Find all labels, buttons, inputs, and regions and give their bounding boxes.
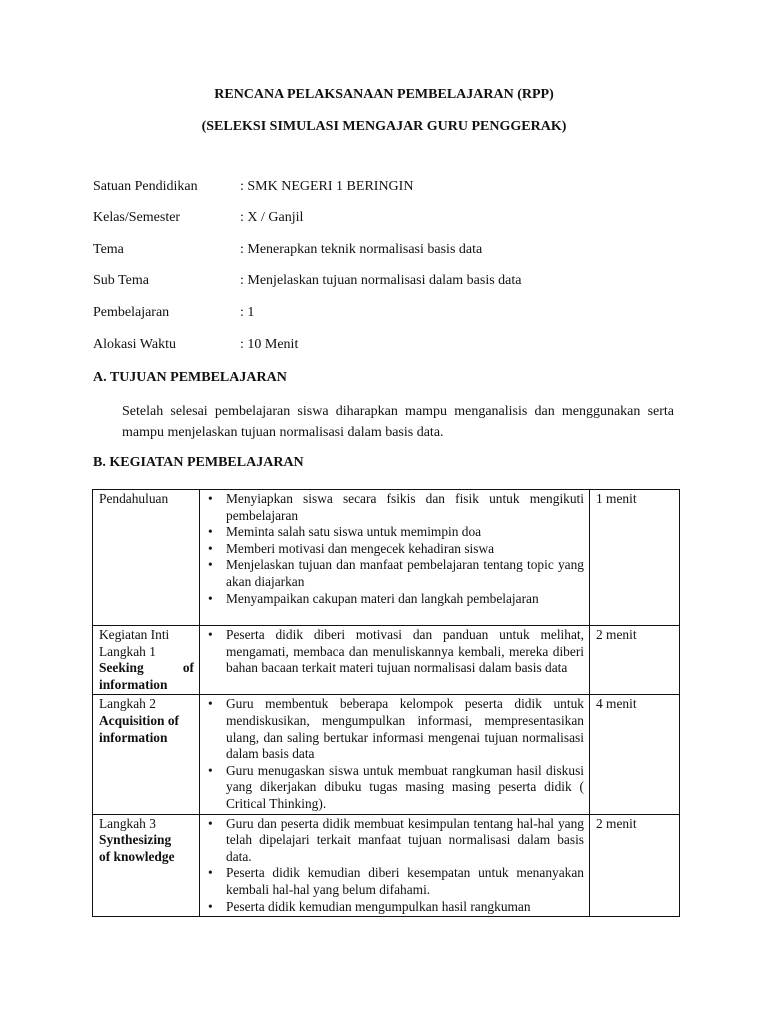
info-value: : Menerapkan teknik normalisasi basis data xyxy=(240,242,483,257)
list-item: • Meminta salah satu siswa untuk memimpin doa xyxy=(208,524,482,540)
section-heading-kegiatan: B. KEGIATAN PEMBELAJARAN xyxy=(93,455,304,470)
activities-cell xyxy=(200,814,590,917)
time-cell: 4 menit xyxy=(590,695,680,814)
list-item: • Menyampaikan cakupan materi dan langkah pembelajaran xyxy=(208,590,539,606)
step-label: Langkah 2 xyxy=(99,696,156,712)
activities-cell xyxy=(200,626,590,695)
table-row xyxy=(93,490,680,626)
info-row-kelas-semester xyxy=(93,210,693,228)
info-label: Tema xyxy=(93,242,124,257)
bullet-icon: • xyxy=(208,696,213,712)
list-item: • Guru dan peserta didik membuat kesimpulan tentang hal-hal yang telah dipelajari terkait manfaat tujuan normalisasi dalam basis data. xyxy=(208,815,584,864)
step-label: Langkah 3 xyxy=(99,815,156,831)
step-name: information xyxy=(99,676,168,692)
step-name: information xyxy=(99,729,168,745)
time-cell: 1 menit xyxy=(590,490,680,626)
table-row xyxy=(93,695,680,814)
step-cell xyxy=(93,814,200,917)
table-row xyxy=(93,626,680,695)
step-cell xyxy=(93,490,200,626)
section-heading-tujuan: A. TUJUAN PEMBELAJARAN xyxy=(93,370,287,385)
bullet-icon: • xyxy=(208,491,213,506)
time-cell: 2 menit xyxy=(590,626,680,695)
table-row xyxy=(93,814,680,917)
step-label: Pendahuluan xyxy=(99,491,169,506)
document-subtitle: (SELEKSI SIMULASI MENGAJAR GURU PENGGERAK) xyxy=(201,119,567,134)
bullet-icon: • xyxy=(208,540,213,556)
info-label: Alokasi Waktu xyxy=(93,337,176,352)
list-item: • Peserta didik kemudian mengumpulkan hasil rangkuman xyxy=(208,898,531,914)
list-item: • Guru membentuk beberapa kelompok peserta didik untuk mendiskusikan, mengumpulkan informasi, mempresentasikan ulang, dan saling bertukar informasi mengenai tujuan normalisasi dalam basis data xyxy=(208,696,584,762)
info-value: : SMK NEGERI 1 BERINGIN xyxy=(240,179,414,194)
info-row-sub-tema xyxy=(93,273,693,291)
info-label: Kelas/Semester xyxy=(93,210,181,225)
document-title: RENCANA PELAKSANAAN PEMBELAJARAN (RPP) xyxy=(214,87,554,102)
kegiatan-table xyxy=(92,489,680,917)
bullet-icon: • xyxy=(208,627,213,642)
tujuan-paragraph: Setelah selesai pembelajaran siswa diharapkan mampu menganalisis dan menggunakan serta mampu menjelaskan tujuan normalisasi dalam basis data. xyxy=(122,404,674,440)
list-item: • Memberi motivasi dan mengecek kehadiran siswa xyxy=(208,540,495,556)
list-item: • Menjelaskan tujuan dan manfaat pembelajaran tentang topic yang akan diajarkan xyxy=(208,557,584,589)
bullet-icon: • xyxy=(208,762,213,778)
bullet-icon: • xyxy=(208,557,213,573)
info-row-pembelajaran xyxy=(93,305,693,323)
time-cell: 2 menit xyxy=(590,814,680,917)
bullet-icon: • xyxy=(208,590,213,606)
info-value: : 1 xyxy=(240,305,255,320)
list-item: • Peserta didik diberi motivasi dan panduan untuk melihat, mengamati, membaca dan menuliskannya kembali, mereka diberi bahan bacaan terkait materi tujuan normalisasi dalam basis data xyxy=(208,627,584,676)
step-cell xyxy=(93,695,200,814)
info-row-tema xyxy=(93,242,693,260)
info-row-alokasi-waktu xyxy=(93,337,693,355)
step-name: Synthesizing xyxy=(99,832,172,848)
bullet-icon: • xyxy=(208,815,213,831)
activities-cell xyxy=(200,695,590,814)
info-value: : 10 Menit xyxy=(240,337,299,352)
bullet-icon: • xyxy=(208,898,213,914)
list-item: • Peserta didik kemudian diberi kesempatan untuk menanyakan kembali hal-hal yang belum difahami. xyxy=(208,865,584,897)
step-name: Acquisition of xyxy=(99,712,179,728)
bullet-icon: • xyxy=(208,524,213,540)
step-cell xyxy=(93,626,200,695)
list-item: • Guru menugaskan siswa untuk membuat rangkuman hasil diskusi yang dikerjakan dibuku tugas masing masing peserta didik ( Critical Thinking). xyxy=(208,762,584,811)
step-label: Langkah 1 xyxy=(99,643,156,659)
bullet-icon: • xyxy=(208,865,213,881)
info-value: : X / Ganjil xyxy=(240,210,304,225)
activities-cell xyxy=(200,490,590,626)
info-row-satuan-pendidikan xyxy=(93,179,693,197)
info-value: : Menjelaskan tujuan normalisasi dalam basis data xyxy=(240,273,522,288)
step-name: Seeking of xyxy=(99,660,194,676)
info-label: Satuan Pendidikan xyxy=(93,179,198,194)
list-item: • Menyiapkan siswa secara fsikis dan fisik untuk mengikuti pembelajaran xyxy=(208,491,584,523)
info-label: Sub Tema xyxy=(93,273,149,288)
step-name: of knowledge xyxy=(99,848,175,864)
step-label: Kegiatan Inti xyxy=(99,627,170,642)
info-label: Pembelajaran xyxy=(93,305,170,320)
